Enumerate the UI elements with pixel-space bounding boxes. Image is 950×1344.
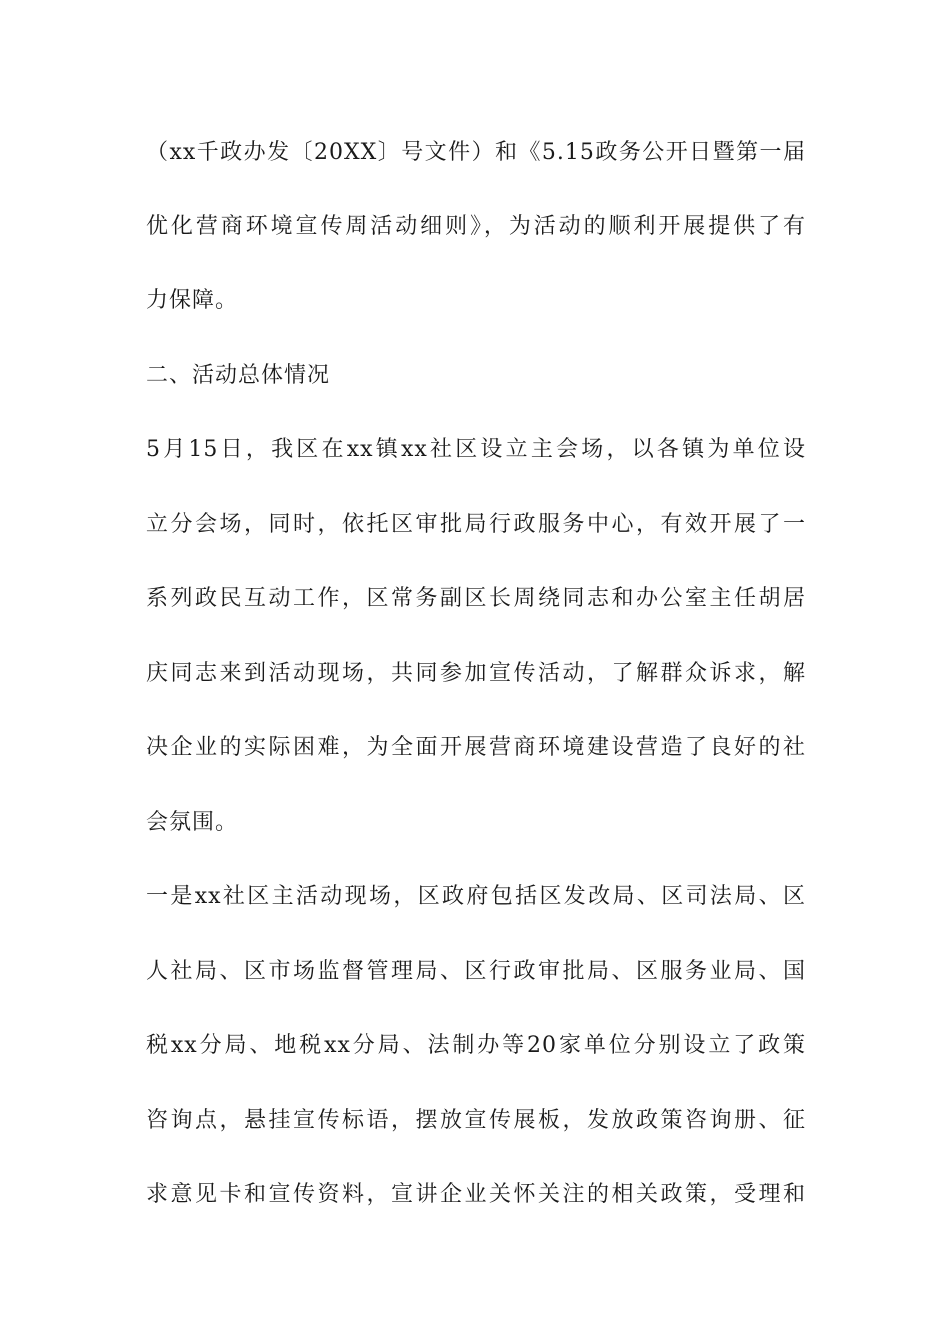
paragraph-line-2: 优化营商环境宣传周活动细则》，为活动的顺利开展提供了有	[146, 214, 806, 239]
paragraph-line-14: 咨询点，悬挂宣传标语，摆放宣传展板，发放政策咨询册、征	[146, 1108, 806, 1133]
paragraph-line-9: 决企业的实际困难，为全面开展营商环境建设营造了良好的社	[146, 735, 806, 760]
paragraph-line-7: 系列政民互动工作，区常务副区长周绕同志和办公室主任胡居	[146, 586, 806, 611]
section-heading: 二、活动总体情况	[146, 363, 331, 388]
paragraph-line-15: 求意见卡和宣传资料，宣讲企业关怀关注的相关政策，受理和	[146, 1182, 806, 1207]
paragraph-line-3: 力保障。	[146, 288, 239, 313]
paragraph-line-12: 人社局、区市场监督管理局、区行政审批局、区服务业局、国	[146, 959, 806, 984]
paragraph-line-10: 会氛围。	[146, 810, 239, 835]
paragraph-line-6: 立分会场，同时，依托区审批局行政服务中心，有效开展了一	[146, 512, 806, 537]
paragraph-line-13: 税xx分局、地税xx分局、法制办等20家单位分别设立了政策	[146, 1033, 806, 1058]
paragraph-line-8: 庆同志来到活动现场，共同参加宣传活动，了解群众诉求，解	[146, 661, 806, 686]
paragraph-line-5: 5月15日，我区在xx镇xx社区设立主会场，以各镇为单位设	[146, 437, 806, 462]
paragraph-line-11: 一是xx社区主活动现场，区政府包括区发改局、区司法局、区	[146, 884, 806, 909]
paragraph-line-1: （xx千政办发〔20XX〕号文件）和《5.15政务公开日暨第一届	[146, 140, 806, 165]
